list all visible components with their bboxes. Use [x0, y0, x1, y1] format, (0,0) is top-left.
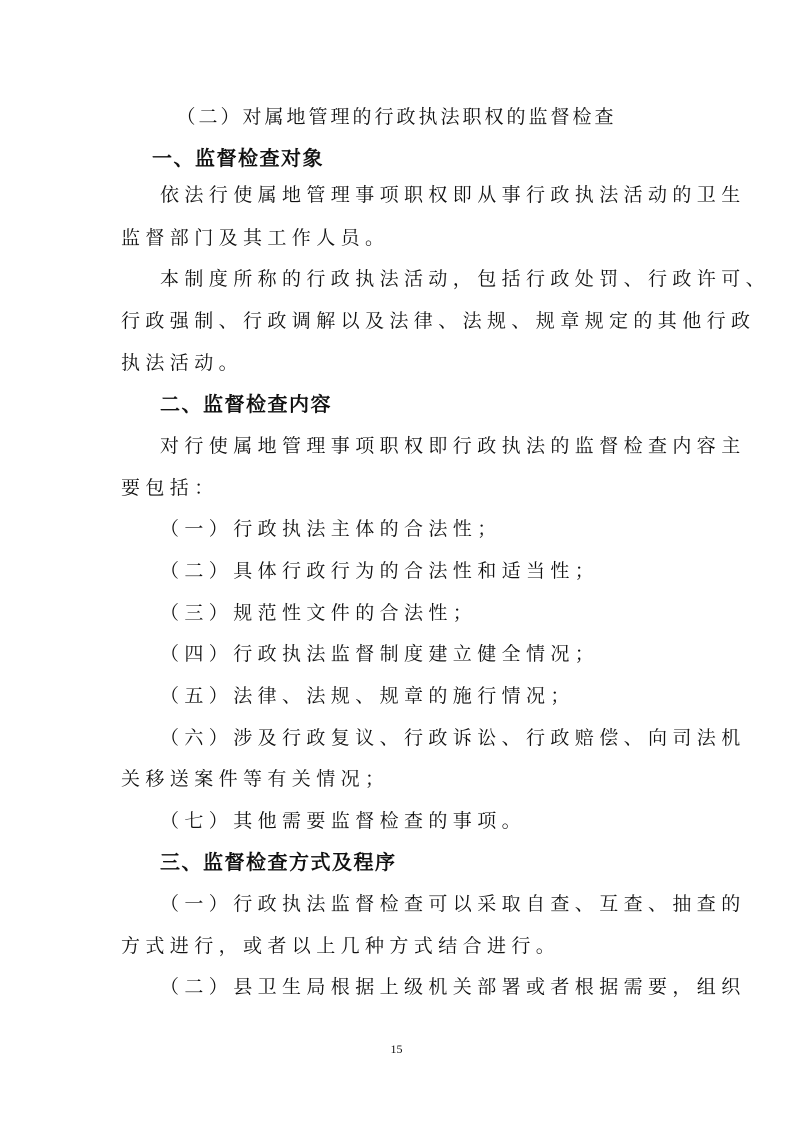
list-item: （二）具体行政行为的合法性和适当性；: [160, 560, 600, 582]
section-heading-objects: 一、监督检查对象: [152, 146, 324, 170]
list-item: （七）其他需要监督检查的事项。: [160, 810, 527, 832]
paragraph-line: 执法活动。: [121, 352, 244, 374]
section-heading-methods: 三、监督检查方式及程序: [160, 850, 397, 874]
list-item: （一）行政执法主体的合法性；: [160, 518, 502, 540]
paragraph-line: 行政强制、行政调解以及法律、法规、规章规定的其他行政: [121, 310, 756, 332]
paragraph-line: 本制度所称的行政执法活动，包括行政处罚、行政许可、: [160, 268, 771, 290]
section-heading-contents: 二、监督检查内容: [160, 392, 332, 416]
list-item: 关移送案件等有关情况；: [121, 768, 390, 790]
list-item: （三）规范性文件的合法性；: [160, 602, 478, 624]
list-item: （四）行政执法监督制度建立健全情况；: [160, 643, 600, 665]
list-item: 方式进行，或者以上几种方式结合进行。: [121, 935, 561, 957]
list-item: （六）涉及行政复议、行政诉讼、行政赔偿、向司法机: [160, 727, 746, 749]
document-title: （二）对属地管理的行政执法职权的监督检查: [176, 106, 617, 128]
list-item: （一）行政执法监督检查可以采取自查、互查、抽查的: [160, 893, 746, 915]
paragraph-line: 要包括：: [121, 477, 219, 499]
paragraph-line: 对行使属地管理事项职权即行政执法的监督检查内容主: [160, 435, 746, 457]
list-item: （五）法律、法规、规章的施行情况；: [160, 685, 575, 707]
paragraph-line: 监督部门及其工作人员。: [121, 227, 390, 249]
paragraph-line: 依法行使属地管理事项职权即从事行政执法活动的卫生: [160, 184, 746, 206]
list-item: （二）县卫生局根据上级机关部署或者根据需要，组织: [160, 976, 746, 998]
page-number: 15: [390, 1042, 403, 1056]
